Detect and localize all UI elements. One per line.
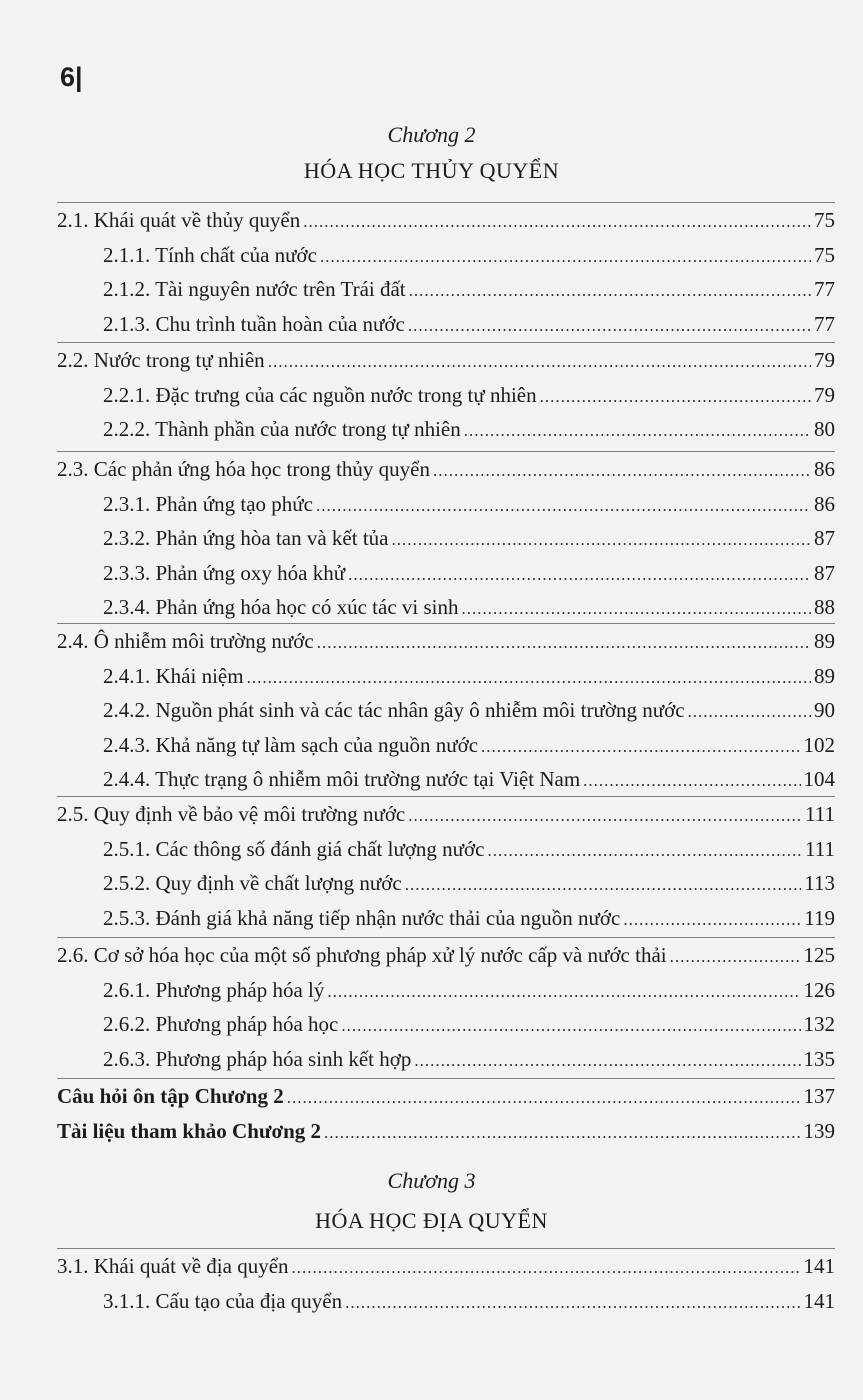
toc-entry[interactable] <box>57 938 835 973</box>
toc-entry[interactable] <box>57 624 835 659</box>
entry-page: 86 <box>814 491 835 516</box>
entry-page: 90 <box>814 698 835 723</box>
dot-leader <box>488 834 803 869</box>
dot-leader <box>409 274 811 309</box>
toc-entry[interactable] <box>57 272 835 307</box>
entry-page: 111 <box>805 836 835 861</box>
entry-page: 104 <box>803 767 835 792</box>
entry-label: 2.3.4. Phản ứng hóa học có xúc tác vi sinh <box>103 595 459 620</box>
entry-label: Câu hỏi ôn tập Chương 2 <box>57 1084 284 1108</box>
toc-entry[interactable] <box>57 1042 835 1077</box>
dot-leader <box>392 523 812 558</box>
chapter-title: HÓA HỌC THỦY QUYỂN <box>303 158 560 183</box>
toc-entry[interactable] <box>57 1079 835 1114</box>
page-number: 6| <box>60 62 83 92</box>
chapter-title: HÓA HỌC ĐỊA QUYỂN <box>315 1208 548 1233</box>
chapter-3-heading <box>0 1168 863 1234</box>
entry-page: 80 <box>814 417 835 442</box>
dot-leader <box>408 309 811 344</box>
toc-entry[interactable] <box>57 521 835 556</box>
toc-section-2-3 <box>57 451 835 625</box>
entry-label: 2.1.1. Tính chất của nước <box>103 242 317 267</box>
toc-entry[interactable] <box>57 487 835 522</box>
entry-label: 2.4.2. Nguồn phát sinh và các tác nhân gây ô nhiễm môi trường nước <box>103 698 685 723</box>
toc-section-2-5 <box>57 796 835 935</box>
entry-page: 137 <box>803 1084 835 1108</box>
dot-leader <box>408 799 802 834</box>
entry-page: 141 <box>803 1254 835 1278</box>
dot-leader <box>317 626 811 661</box>
entry-page: 126 <box>803 977 835 1002</box>
entry-label: 2.2.2. Thành phần của nước trong tự nhiên <box>103 417 461 442</box>
toc-entry[interactable] <box>57 343 835 378</box>
entry-page: 75 <box>814 208 835 232</box>
dot-leader <box>688 695 811 730</box>
entry-page: 89 <box>814 663 835 688</box>
entry-page: 135 <box>803 1046 835 1071</box>
dot-leader <box>287 1081 801 1116</box>
dot-leader <box>341 1009 800 1044</box>
entry-label: 2.4.1. Khái niệm <box>103 663 244 688</box>
entry-page: 86 <box>814 457 835 481</box>
chapter-2-heading <box>0 122 863 184</box>
entry-page: 102 <box>803 732 835 757</box>
entry-label: 2.6. Cơ sở hóa học của một số phương pháp xử lý nước cấp và nước thải <box>57 943 667 967</box>
dot-leader <box>481 730 800 765</box>
dot-leader <box>348 558 811 593</box>
entry-label: 2.1.3. Chu trình tuần hoàn của nước <box>103 311 405 336</box>
dot-leader <box>303 205 811 240</box>
toc-section-chapter-2-end <box>57 1078 835 1148</box>
entry-label: 3.1. Khái quát về địa quyển <box>57 1254 289 1278</box>
entry-label: 2.4.3. Khả năng tự làm sạch của nguồn nước <box>103 732 479 757</box>
dot-leader <box>433 454 811 489</box>
entry-label: 2.2. Nước trong tự nhiên <box>57 348 265 372</box>
entry-label: 2.6.2. Phương pháp hóa học <box>103 1012 339 1037</box>
toc-entry[interactable] <box>57 1284 835 1319</box>
dot-leader <box>540 380 811 415</box>
toc-entry[interactable] <box>57 832 835 867</box>
entry-label: 2.6.3. Phương pháp hóa sinh kết hợp <box>103 1046 412 1071</box>
dot-leader <box>324 1116 800 1151</box>
toc-entry[interactable] <box>57 590 835 625</box>
dot-leader <box>268 345 811 380</box>
entry-page: 87 <box>814 526 835 551</box>
entry-label: 2.3. Các phản ứng hóa học trong thủy quyển <box>57 457 430 481</box>
dot-leader <box>583 764 800 799</box>
dot-leader <box>461 592 811 627</box>
dot-leader <box>414 1044 800 1079</box>
toc-section-2-2 <box>57 342 835 447</box>
entry-label: 2.6.1. Phương pháp hóa lý <box>103 977 325 1002</box>
entry-label: 2.4. Ô nhiễm môi trường nước <box>57 629 314 653</box>
toc-section-2-4 <box>57 623 835 797</box>
entry-label: 2.3.2. Phản ứng hòa tan và kết tủa <box>103 526 389 551</box>
entry-label: 2.3.3. Phản ứng oxy hóa khử <box>103 560 346 585</box>
entry-page: 89 <box>814 629 835 653</box>
dot-leader <box>464 414 811 449</box>
entry-label: 2.5.1. Các thông số đánh giá chất lượng nước <box>103 836 485 861</box>
entry-label: 2.5. Quy định về bảo vệ môi trường nước <box>57 802 406 826</box>
dot-leader <box>670 940 801 975</box>
dot-leader <box>623 903 801 938</box>
toc-entry[interactable] <box>57 307 835 342</box>
entry-page: 77 <box>814 277 835 302</box>
entry-page: 75 <box>814 242 835 267</box>
toc-entry[interactable] <box>57 452 835 487</box>
entry-label: 3.1.1. Cấu tạo của địa quyển <box>103 1288 343 1313</box>
entry-page: 79 <box>814 382 835 407</box>
entry-page: 125 <box>803 943 835 967</box>
dot-leader <box>292 1251 801 1286</box>
toc-entry[interactable] <box>57 378 835 413</box>
entry-label: 2.4.4. Thực trạng ô nhiễm môi trường nước tại Việt Nam <box>103 767 581 792</box>
dot-leader <box>327 975 800 1010</box>
toc-entry[interactable] <box>57 556 835 591</box>
entry-label: 2.2.1. Đặc trưng của các nguồn nước trong tự nhiên <box>103 382 537 407</box>
toc-entry[interactable] <box>57 203 835 238</box>
toc-entry[interactable] <box>57 973 835 1008</box>
entry-label: Tài liệu tham khảo Chương 2 <box>57 1118 322 1143</box>
entry-page: 111 <box>805 802 835 826</box>
toc-section-2-6 <box>57 937 835 1076</box>
entry-label: 2.5.2. Quy định về chất lượng nước <box>103 871 402 896</box>
toc-entry[interactable] <box>57 238 835 273</box>
toc-entry[interactable] <box>57 901 835 936</box>
chapter-label: Chương 2 <box>387 122 476 147</box>
entry-page: 139 <box>803 1118 835 1143</box>
dot-leader <box>316 489 811 524</box>
entry-page: 141 <box>803 1288 835 1313</box>
toc-entry[interactable] <box>57 1249 835 1284</box>
toc-entry[interactable] <box>57 797 835 832</box>
toc-entry[interactable] <box>57 412 835 447</box>
toc-entry[interactable] <box>57 693 835 728</box>
entry-label: 2.1.2. Tài nguyên nước trên Trái đất <box>103 277 406 302</box>
dot-leader <box>405 868 802 903</box>
entry-page: 88 <box>814 595 835 620</box>
entry-page: 132 <box>803 1012 835 1037</box>
toc-entry[interactable] <box>57 1007 835 1042</box>
entry-page: 77 <box>814 311 835 336</box>
entry-label: 2.5.3. Đánh giá khả năng tiếp nhận nước thải của nguồn nước <box>103 905 621 930</box>
entry-page: 119 <box>804 905 835 930</box>
entry-label: 2.3.1. Phản ứng tạo phức <box>103 491 313 516</box>
toc-entry[interactable] <box>57 659 835 694</box>
dot-leader <box>345 1286 800 1321</box>
dot-leader <box>320 240 811 275</box>
toc-section-3-1 <box>57 1248 835 1318</box>
toc-entry[interactable] <box>57 728 835 763</box>
toc-section-2-1 <box>57 202 835 341</box>
entry-page: 87 <box>814 560 835 585</box>
dot-leader <box>247 661 811 696</box>
toc-entry[interactable] <box>57 866 835 901</box>
entry-page: 79 <box>814 348 835 372</box>
entry-page: 113 <box>804 871 835 896</box>
entry-label: 2.1. Khái quát về thủy quyển <box>57 208 301 232</box>
toc-entry[interactable] <box>57 1114 835 1149</box>
toc-entry[interactable] <box>57 762 835 797</box>
chapter-label: Chương 3 <box>387 1168 476 1193</box>
